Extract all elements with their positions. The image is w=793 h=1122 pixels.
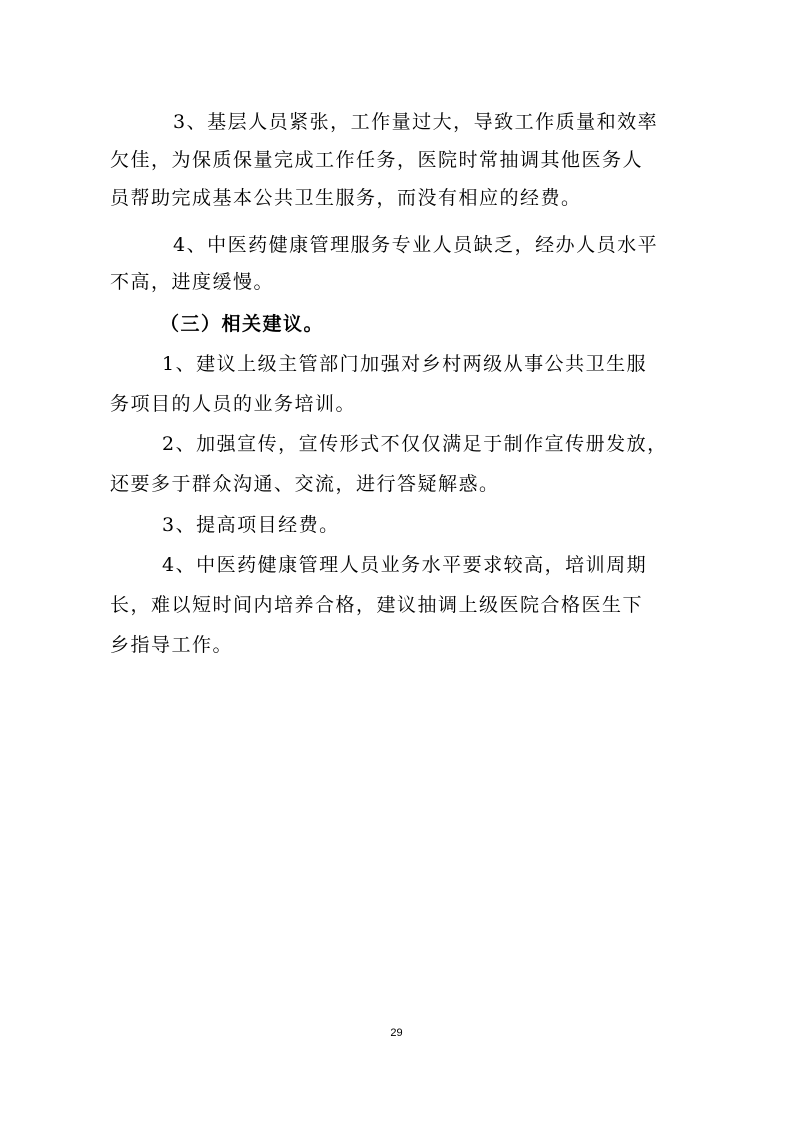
paragraph-3-line-3: 员帮助完成基本公共卫生服务，而没有相应的经费。 xyxy=(110,187,582,209)
suggestion-3-line-1: 3、提高项目经费。 xyxy=(162,514,340,536)
paragraph-4-line-2: 不高，进度缓慢。 xyxy=(110,271,275,293)
suggestion-4-line-2: 长，难以短时间内培养合格，建议抽调上级医院合格医生下 xyxy=(110,594,644,616)
suggestion-4-line-3: 乡指导工作。 xyxy=(110,634,234,656)
suggestion-1-line-1: 1、建议上级主管部门加强对乡村两级从事公共卫生服 xyxy=(162,353,648,375)
suggestion-2-line-2: 还要多于群众沟通、交流，进行答疑解惑。 xyxy=(110,473,500,495)
page-number: 29 xyxy=(390,1027,403,1039)
paragraph-3-line-1: 3、基层人员紧张，工作量过大，导致工作质量和效率 xyxy=(173,111,659,133)
suggestion-1-line-2: 务项目的人员的业务培训。 xyxy=(110,393,357,415)
suggestion-4-line-1: 4、中医药健康管理人员业务水平要求较高，培训周期 xyxy=(162,554,648,576)
suggestion-2-line-1: 2、加强宣传，宣传形式不仅仅满足于制作宣传册发放， xyxy=(162,433,668,455)
paragraph-4-line-1: 4、中医药健康管理服务专业人员缺乏，经办人员水平 xyxy=(173,234,659,256)
section-heading: （三）相关建议。 xyxy=(160,313,325,335)
paragraph-3-line-2: 欠佳，为保质保量完成工作任务，医院时常抽调其他医务人 xyxy=(110,149,644,171)
